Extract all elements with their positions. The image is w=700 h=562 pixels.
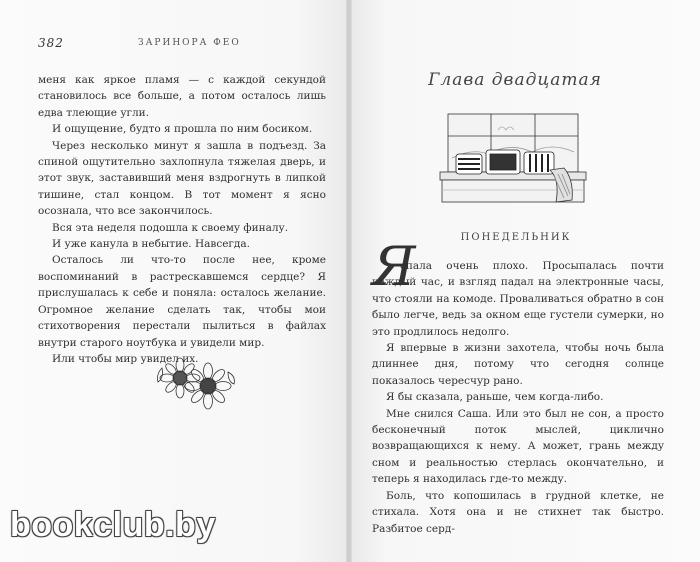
flower-illustration: [150, 348, 240, 414]
left-body-text: [38, 72, 326, 367]
left-page: [0, 0, 346, 562]
window-seat-illustration: [438, 110, 588, 208]
drop-cap: Я: [372, 235, 416, 298]
paragraph: меня как яркое пламя — с каждой секундой становилось все больше, а потом осталось лишь едва тлеющие угли.: [38, 74, 326, 119]
paragraph: Вся эта неделя подошла к своему финалу.: [52, 221, 289, 234]
right-body-text: [372, 258, 664, 537]
paragraph: спала очень плохо. Просыпалась почти каждый час, и взгляд падал на электронные часы, что стояли на комоде. Проваливаться обратно в сон было легче, ведь за окном еще густели сумерки, но это продлилось недолго.: [372, 260, 664, 338]
paragraph: Я бы сказала, раньше, чем когда-либо.: [386, 391, 604, 404]
paragraph: Через несколько минут я зашла в подъезд. За спиной ощутительно захлопнула тяжелая дверь, и этот звук, заставивший меня вздрогнуть в липкой тишине, стал концом. В тот момент я ясно осознала, что все закончилось.: [38, 139, 326, 218]
chapter-title: Глава двадцатая: [428, 70, 602, 90]
section-heading: ПОНЕДЕЛЬНИК: [460, 232, 572, 243]
site-watermark: bookclub.by: [10, 506, 216, 544]
paragraph: Или чтобы мир увидел их.: [52, 352, 199, 365]
paragraph: И ощущение, будто я прошла по ним босиком.: [52, 123, 313, 136]
author-name: ЗАРИНОРА ФЕО: [138, 38, 241, 48]
paragraph: Я впервые в жизни захотела, чтобы ночь была длиннее дня, потому что сегодня солнце показалось чересчур рано.: [372, 342, 664, 387]
page-number: 382: [38, 36, 64, 50]
paragraph: Осталось ли что-то после нее, кроме воспоминаний в растрескавшемся сердце? Я прислушалась к себе и поняла: осталось желание. Огромное желание сделать так, чтобы мои стихотворения перестали пылиться в файлах внутри старого ноутбука и увидели мир.: [38, 254, 326, 349]
paragraph: Мне снился Саша. Или это был не сон, а просто бесконечный поток мыслей, циклично возвращающихся к нему. А может, грань между сном и реальностью стерлась окончательно, и теперь я находилась где-то между.: [372, 407, 664, 486]
paragraph: И уже канула в небытие. Навсегда.: [52, 238, 250, 251]
paragraph: Боль, что копошилась в грудной клетке, не стихала. Хотя она и не стихнет так быстро. Разбитое серд-: [372, 489, 664, 535]
